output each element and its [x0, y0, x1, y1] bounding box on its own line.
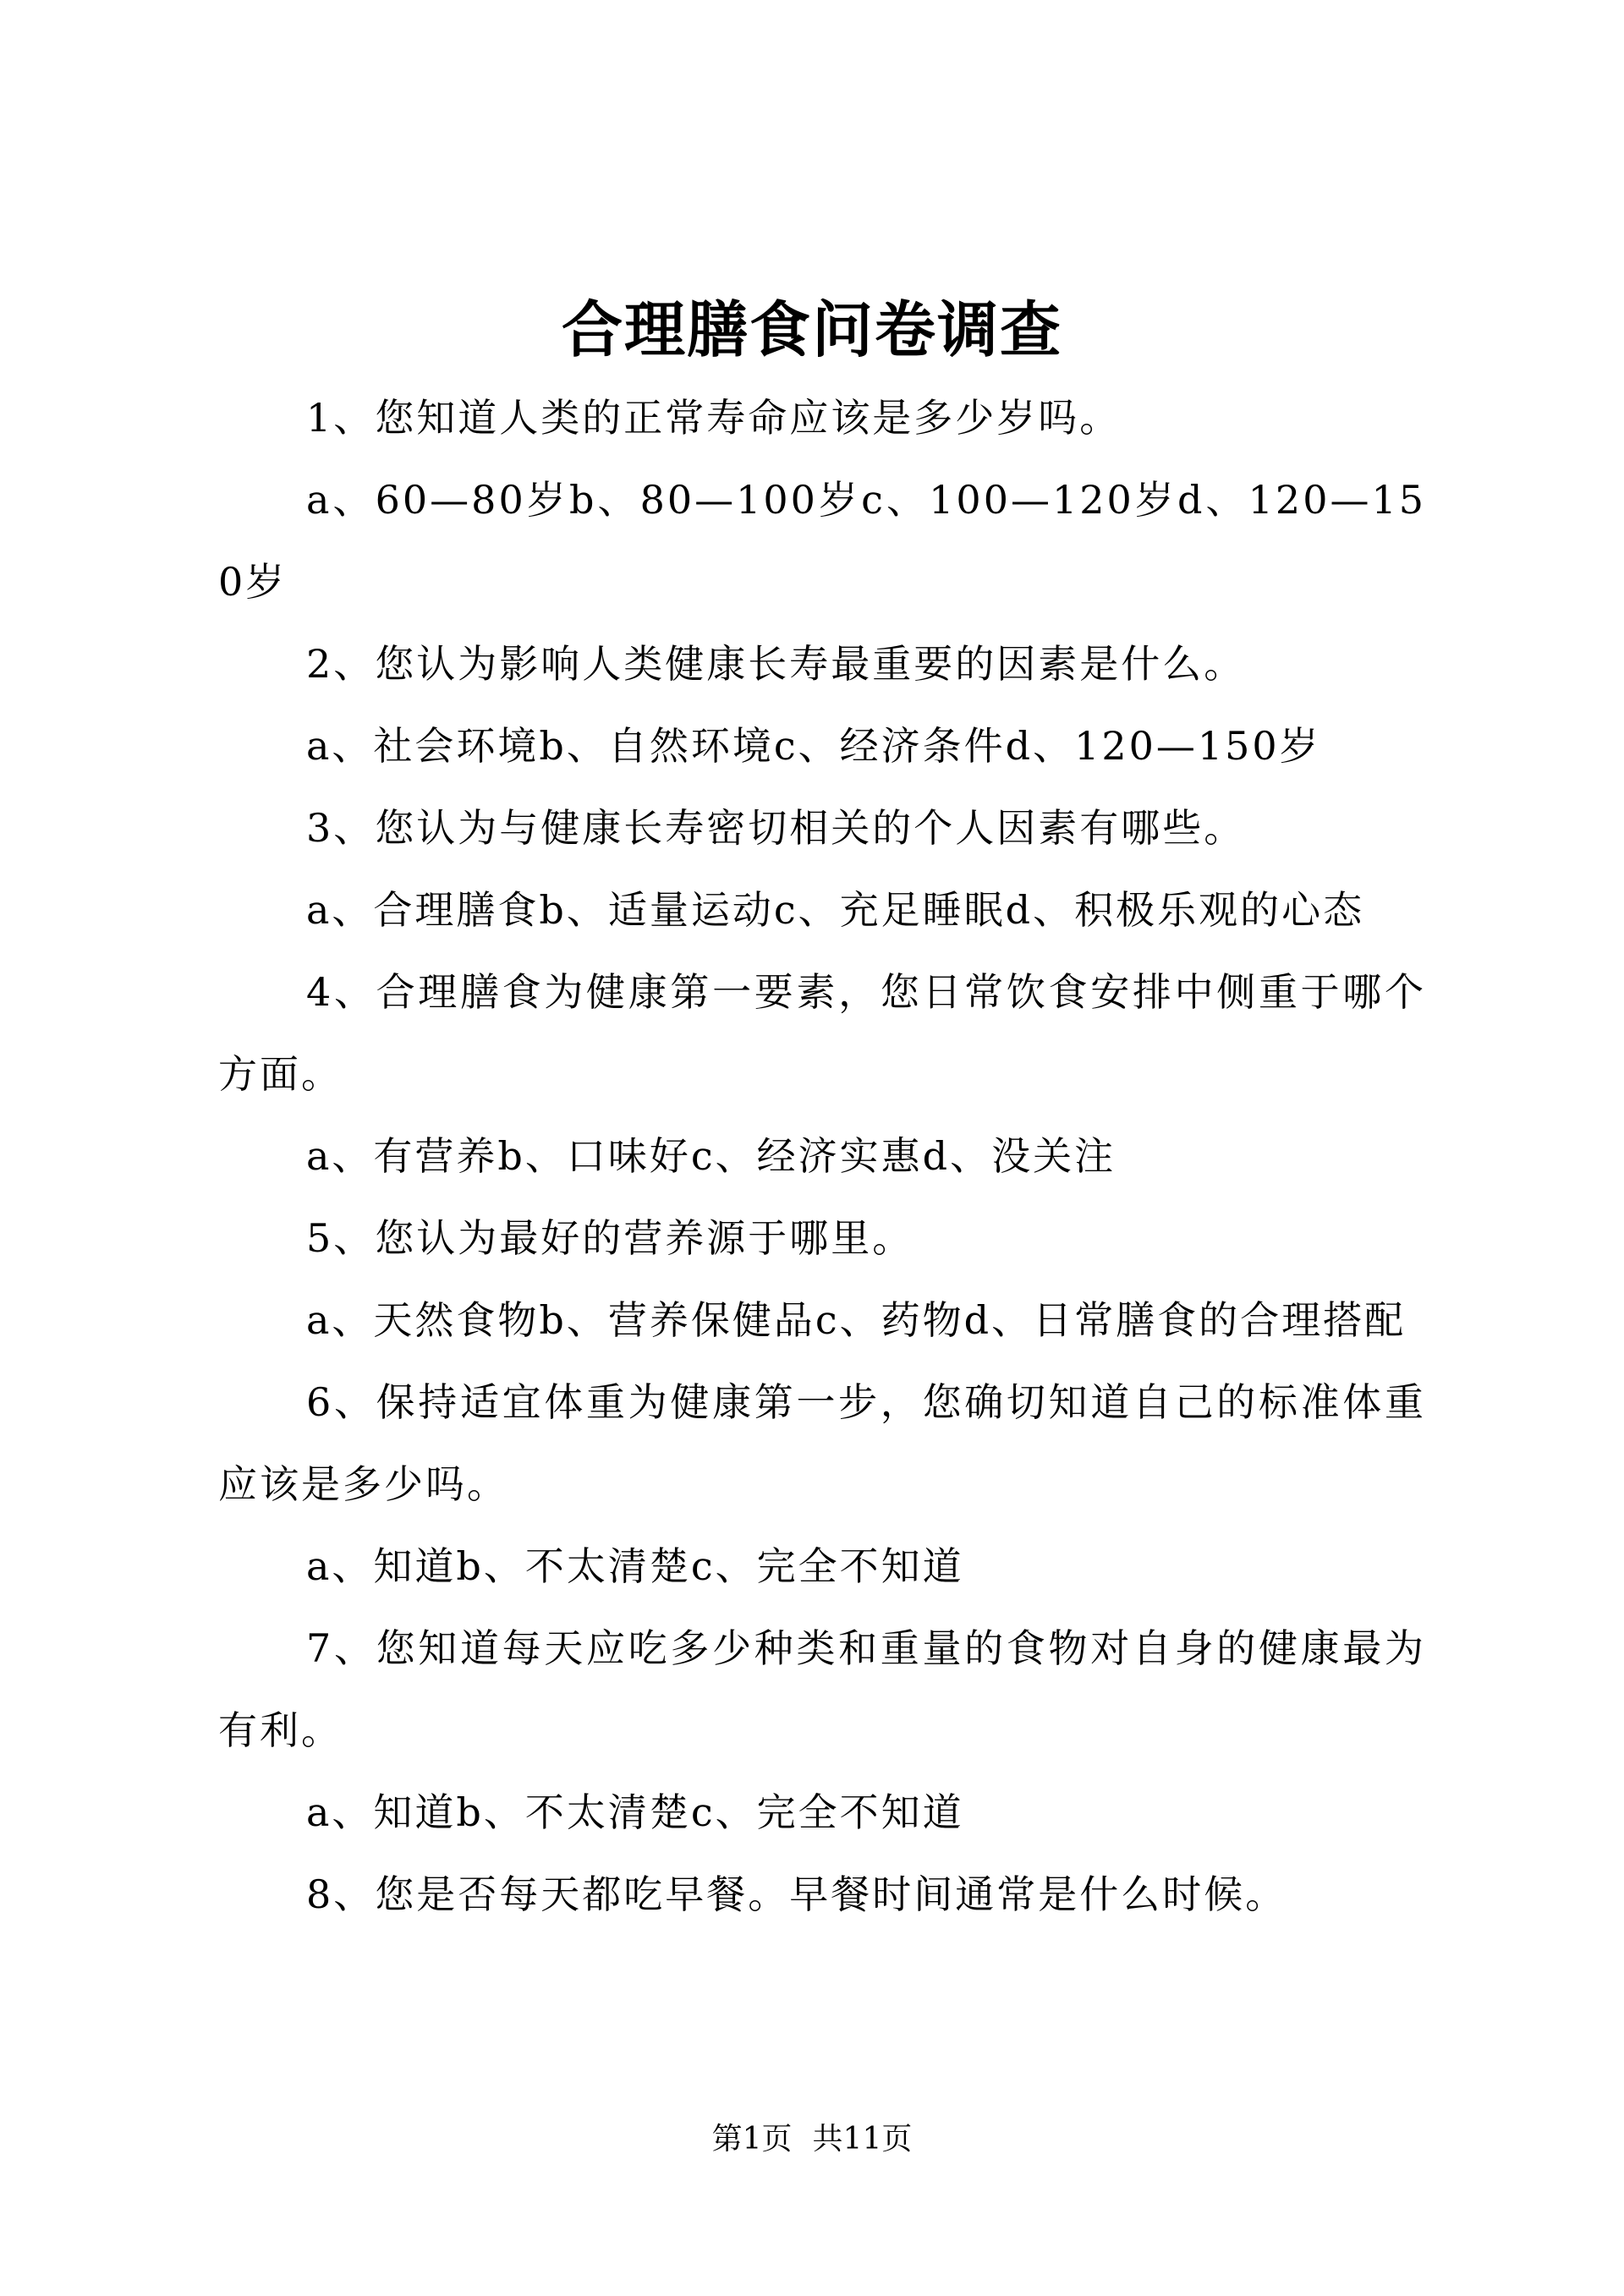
question-2: 2、您认为影响人类健康长寿最重要的因素是什么。: [306, 641, 1246, 687]
question-3: 3、您认为与健康长寿密切相关的个人因素有哪些。: [306, 805, 1246, 851]
document-title: 合理膳食问卷调查: [561, 293, 1062, 365]
options-2: a、社会环境b、自然环境c、经济条件d、120—150岁: [306, 723, 1321, 769]
question-4: 4、合理膳食为健康第一要素，您日常饮食安排中侧重于哪个方面。: [218, 969, 1426, 1097]
options-7: a、知道b、不太清楚c、完全不知道: [306, 1789, 964, 1835]
question-8: 8、您是否每天都吃早餐。早餐时间通常是什么时候。: [306, 1871, 1287, 1917]
options-6: a、知道b、不太清楚c、完全不知道: [306, 1543, 964, 1589]
question-7: 7、您知道每天应吃多少种类和重量的食物对自身的健康最为有利。: [218, 1625, 1426, 1753]
page-footer: [0, 2118, 1624, 2161]
options-5: a、天然食物b、营养保健品c、药物d、日常膳食的合理搭配: [306, 1297, 1407, 1343]
page-total: 共11页: [812, 2122, 913, 2156]
options-1: a、60—80岁b、80—100岁c、100—120岁d、120—150岁: [218, 477, 1426, 605]
question-6: 6、保持适宜体重为健康第一步，您确切知道自己的标准体重应该是多少吗。: [218, 1379, 1426, 1507]
page-number: 第1页: [711, 2122, 793, 2156]
question-5: 5、您认为最好的营养源于哪里。: [306, 1215, 914, 1261]
document-body: [218, 377, 1426, 1936]
options-3: a、合理膳食b、适量运动c、充足睡眠d、积极乐观的心态: [306, 887, 1365, 933]
options-4: a、有营养b、口味好c、经济实惠d、没关注: [306, 1133, 1116, 1179]
question-1: 1、您知道人类的正常寿命应该是多少岁吗。: [306, 395, 1122, 441]
